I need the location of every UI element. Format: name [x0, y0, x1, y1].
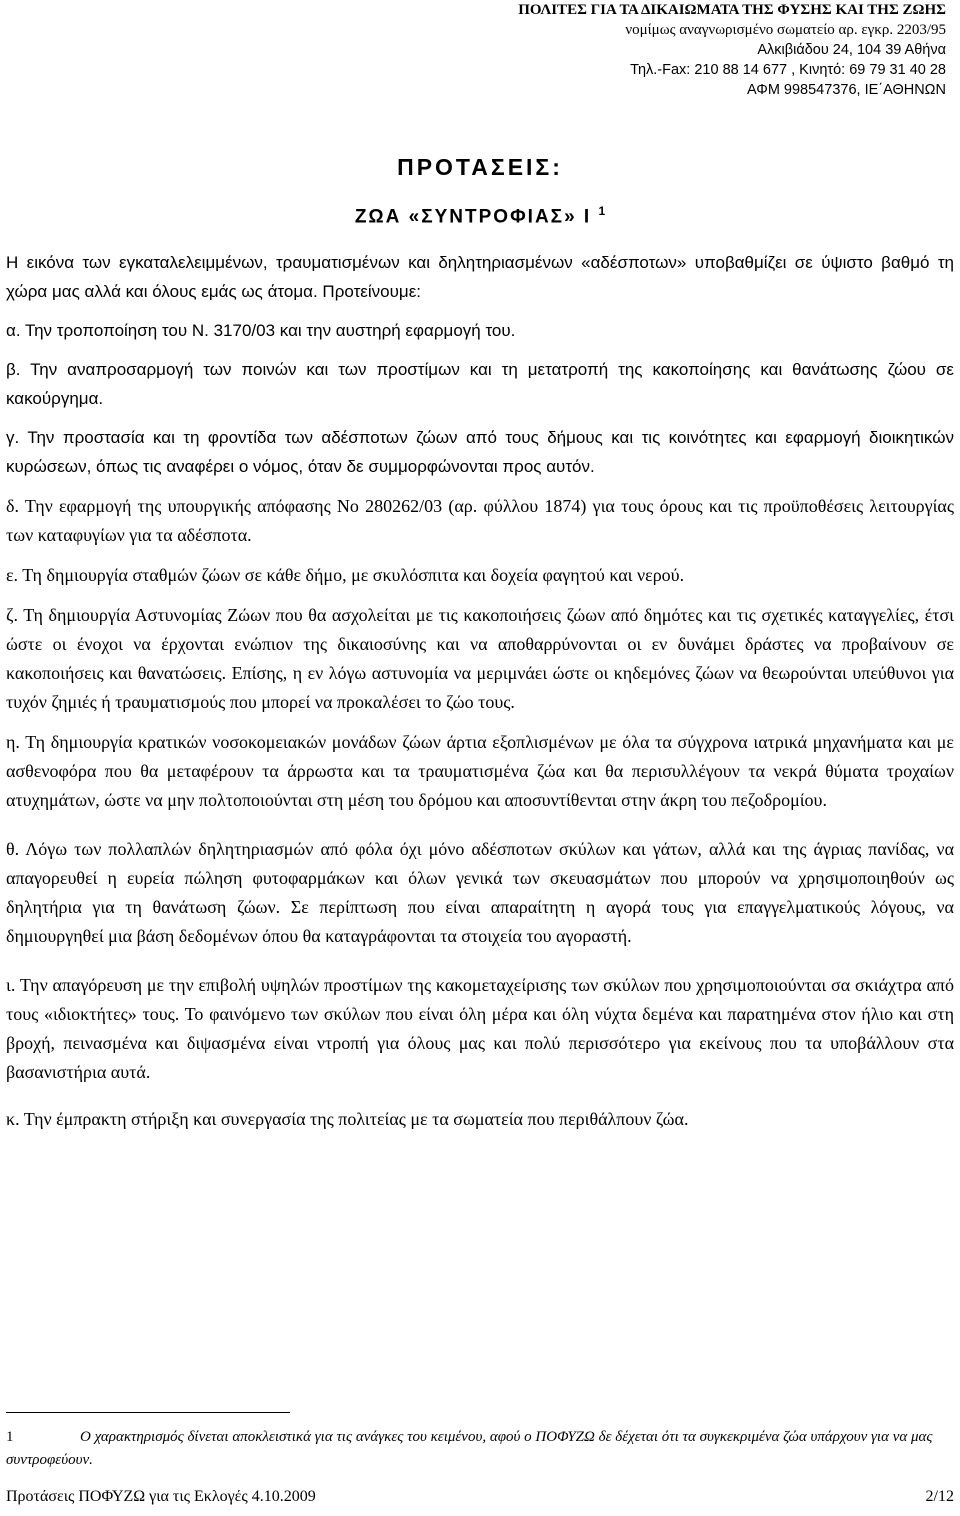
section-subtitle [0, 204, 960, 228]
address-line: Αλκιβιάδου 24, 104 39 Αθήνα [757, 42, 946, 58]
registration-line: νομίμως αναγνωρισμένο σωματείο αρ. εγκρ. 2203/95 [625, 22, 946, 38]
footer-title: Προτάσεις ΠΟΦΥΖΩ για τις Εκλογές 4.10.2009 [6, 1488, 316, 1505]
footnote-ref: 1 [598, 204, 606, 218]
proposal-iota: ι. Την απαγόρευση με την επιβολή υψηλών προστίμων της κακομεταχείρισης των σκύλων που χρησιμοποιούνται σα σκιάχτρα από τους «ιδιοκτήτες» τους. Το φαινόμενο των σκύλων που είναι όλη μέρα και όλη νύχτα δεμένα και παρατημένα στον ήλιο και στη βροχή, πεινασμένα και διψασμένα είναι ντροπή για όλους μας και πολύ περισσότερο για εκείνους που τα υποβάλλουν στα βασανιστήρια αυτά. [6, 975, 954, 1082]
org-name: ΠΟΛΙΤΕΣ ΓΙΑ ΤΑ ΔΙΚΑΙΩΜΑΤΑ ΤΗΣ ΦΥΣΗΣ ΚΑΙ ΤΗΣ ΖΩΗΣ [518, 2, 946, 18]
page-footer [6, 1488, 954, 1506]
intro-paragraph: Η εικόνα των εγκαταλελειμμένων, τραυματισμένων και δηλητηριασμένων «αδέσποτων» υποβαθμίζει σε ύψιστο βαθμό τη χώρα μας αλλά και όλους εμάς ως άτομα. Προτείνουμε: [6, 253, 954, 301]
tax-id-line: ΑΦΜ 998547376, ΙΕ΄ΑΘΗΝΩΝ [747, 82, 946, 98]
proposal-d: δ. Την εφαρμογή της υπουργικής απόφασης Νο 280262/03 (αρ. φύλλου 1874) για τους όρους και τις προϋποθέσεις λειτουργίας των καταφυγίων για τα αδέσποτα. [6, 496, 954, 545]
subtitle-text: ΖΩΑ «ΣΥΝΤΡΟΦΙΑΣ» Ι [354, 206, 592, 228]
proposal-c: γ. Την προστασία και τη φροντίδα των αδέσποτων ζώων από τους δήμους και τις κοινότητες και εφαρμογή διοικητικών κυρώσεων, όπως τις αναφέρει ο νόμος, όταν δε συμμορφώνονται προς αυτόν. [6, 428, 954, 476]
document-body [6, 248, 954, 1134]
proposal-e: ε. Τη δημιουργία σταθμών ζώων σε κάθε δήμο, με σκυλόσπιτα και δοχεία φαγητού και νερού. [6, 565, 685, 585]
proposal-k: κ. Την έμπρακτη στήριξη και συνεργασία της πολιτείας με τα σωματεία που περιθάλπουν ζώα. [6, 1109, 689, 1129]
footnote [6, 1426, 954, 1472]
page-number: 2/12 [925, 1488, 954, 1505]
proposal-b: β. Την αναπροσαρμογή των ποινών και των προστίμων και τη μετατροπή της κακοποίησης και θανάτωσης ζώου σε κακούργημα. [6, 360, 954, 408]
proposal-i: η. Τη δημιουργία κρατικών νοσοκομειακών μονάδων ζώων άρτια εξοπλισμένων με όλα τα σύγχρονα ιατρικά μηχανήματα και με ασθενοφόρα που θα μεταφέρουν τα άρρωστα και τα τραυματισμένα ζώα και θα περισυλλέγουν τα νεκρά θύματα τροχαίων ατυχημάτων, ώστε να μην πολτοποιούνται στη μέση του δρόμου και αποσυντίθενται στην άκρη του πεζοδρομίου. [6, 732, 954, 810]
phone-line: Τηλ.-Fax: 210 88 14 677 , Κινητό: 69 79 31 40 28 [630, 62, 946, 78]
footnote-separator [6, 1412, 290, 1413]
proposal-a: α. Την τροποποίηση του Ν. 3170/03 και την αυστηρή εφαρμογή του. [6, 321, 516, 340]
page-title: ΠΡΟΤΑΣΕΙΣ: [397, 154, 563, 180]
letterhead [386, 0, 946, 100]
footnote-text: Ο χαρακτηρισμός δίνεται αποκλειστικά για τις ανάγκες του κειμένου, αφού ο ΠΟΦΥΖΩ δε δέχεται ότι τα συγκεκριμένα ζώα υπάρχουν για να μας συντροφεύουν. [6, 1429, 933, 1468]
footnote-mark: 1 [6, 1429, 14, 1445]
proposal-th: θ. Λόγω των πολλαπλών δηλητηριασμών από φόλα όχι μόνο αδέσποτων σκύλων και γάτων, αλλά και της άγριας πανίδας, να απαγορευθεί η ευρεία πώληση φυτοφαρμάκων και όλων γενικά των σκευασμάτων που μπορούν να χρησιμοποιηθούν ως δηλητήρια για τη θανάτωση ζώων. Σε περίπτωση που είναι απαραίτητη η αγορά τους για επαγγελματικούς λόγους, να δημιουργηθεί μια βάση δεδομένων όπου θα καταγράφονται τα στοιχεία του αγοραστή. [6, 839, 954, 946]
proposal-z: ζ. Τη δημιουργία Αστυνομίας Ζώων που θα ασχολείται με τις κακοποιήσεις ζώων από δημότες και τις σχετικές καταγγελίες, έτσι ώστε οι ένοχοι να έρχονται ενώπιον της δικαιοσύνης και να αποθαρρύνονται οι εν δυνάμει δράστες να προβαίνουν σε κακοποιήσεις και θανατώσεις. Επίσης, η εν λόγω αστυνομία να μεριμνάει ώστε οι κηδεμόνες ζώων να θεωρούνται υπεύθυνοι για τυχόν ζημιές ή τραυματισμούς που μπορεί να προκαλέσει το ζώο τους. [6, 605, 954, 712]
